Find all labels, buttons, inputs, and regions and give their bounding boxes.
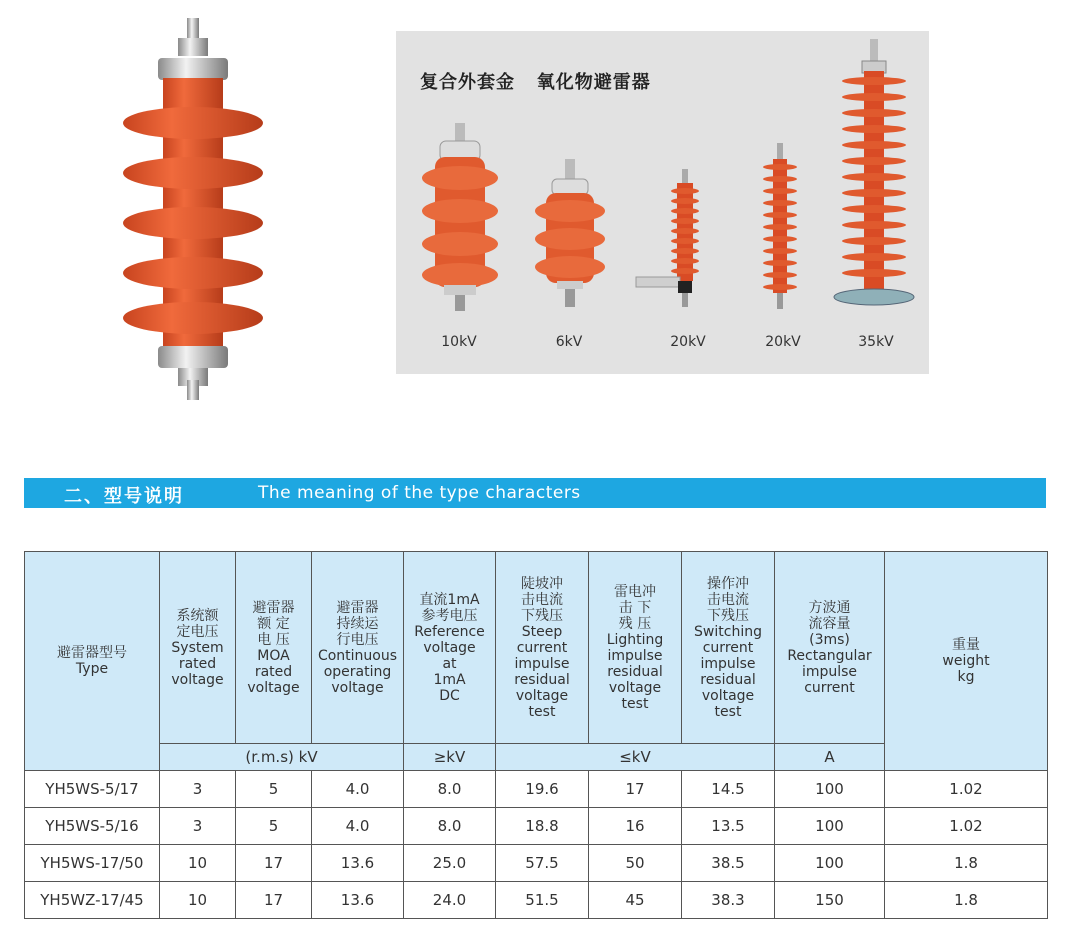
cell: 17: [589, 771, 682, 808]
cell: 8.0: [404, 808, 496, 845]
header-switching-residual: 操作冲 击电流 下残压 Switching current impulse residual voltage test: [682, 552, 775, 744]
cell: 4.0: [312, 771, 404, 808]
header-system-voltage: 系统额 定电压 System rated voltage: [160, 552, 236, 744]
cell: 10: [160, 845, 236, 882]
header-rectangular-current: 方波通 流容量 (3ms) Rectangular impulse current: [775, 552, 885, 744]
cell: 51.5: [496, 882, 589, 919]
cell: 5: [236, 808, 312, 845]
header-rated-voltage: 避雷器 额 定 电 压 MOA rated voltage: [236, 552, 312, 744]
product-panel: [396, 31, 929, 374]
cell: 18.8: [496, 808, 589, 845]
unit-cell: (r.m.s) kV: [160, 744, 404, 771]
cell: 38.3: [682, 882, 775, 919]
cell: 16: [589, 808, 682, 845]
cell: 17: [236, 882, 312, 919]
cell: YH5WS-5/17: [25, 771, 160, 808]
unit-cell: ≥kV: [404, 744, 496, 771]
cell: 5: [236, 771, 312, 808]
header-row: [25, 552, 1048, 744]
cell: 8.0: [404, 771, 496, 808]
cell: 100: [775, 808, 885, 845]
cell: 1.8: [885, 882, 1048, 919]
cell: 38.5: [682, 845, 775, 882]
cell: 24.0: [404, 882, 496, 919]
cell: 3: [160, 808, 236, 845]
cell: 3: [160, 771, 236, 808]
arrester-20kv-photo: [760, 143, 800, 309]
section-heading-bar: [24, 478, 1046, 508]
product-voltage-label: 20kV: [765, 334, 801, 350]
header-type: 避雷器型号 Type: [25, 552, 160, 771]
cell: 4.0: [312, 808, 404, 845]
cell: 1.02: [885, 808, 1048, 845]
arrester-20kv-bracket-photo: [632, 169, 712, 307]
header-weight: 重量 weight kg: [885, 552, 1048, 771]
header-reference-voltage: 直流1mA 参考电压 Reference voltage at 1mA DC: [404, 552, 496, 744]
cell: 150: [775, 882, 885, 919]
header-lighting-residual: 雷电冲 击 下 残 压 Lighting impulse residual voltage test: [589, 552, 682, 744]
cell: 17: [236, 845, 312, 882]
cell: 14.5: [682, 771, 775, 808]
table-row: [25, 808, 1048, 845]
cell: 100: [775, 771, 885, 808]
cell: 19.6: [496, 771, 589, 808]
cell: 57.5: [496, 845, 589, 882]
cell: 1.02: [885, 771, 1048, 808]
cell: 50: [589, 845, 682, 882]
cell: YH5WS-5/16: [25, 808, 160, 845]
product-voltage-label: 20kV: [670, 334, 706, 350]
header-steep-residual: 陡坡冲 击电流 下残压 Steep current impulse residual voltage test: [496, 552, 589, 744]
product-voltage-label: 35kV: [858, 334, 894, 350]
cell: 25.0: [404, 845, 496, 882]
panel-title: 复合外套金 氧化物避雷器: [420, 72, 651, 93]
section-title-cn: 二、型号说明: [64, 486, 184, 507]
product-voltage-label: 10kV: [441, 334, 477, 350]
table-row: [25, 882, 1048, 919]
cell: 13.5: [682, 808, 775, 845]
unit-cell: A: [775, 744, 885, 771]
unit-cell: ≤kV: [496, 744, 775, 771]
arrester-large-photo: [118, 18, 270, 402]
cell: 13.6: [312, 882, 404, 919]
product-voltage-label: 6kV: [555, 334, 583, 350]
header-continuous-voltage: 避雷器 持续运 行电压 Continuous operating voltage: [312, 552, 404, 744]
cell: 13.6: [312, 845, 404, 882]
arrester-35kv-photo: [832, 39, 916, 311]
cell: 1.8: [885, 845, 1048, 882]
table-row: [25, 771, 1048, 808]
arrester-10kv-photo: [420, 123, 500, 311]
cell: 45: [589, 882, 682, 919]
cell: YH5WS-17/50: [25, 845, 160, 882]
cell: 10: [160, 882, 236, 919]
cell: 100: [775, 845, 885, 882]
arrester-6kv-photo: [532, 159, 608, 309]
spec-table: [24, 551, 1048, 919]
cell: YH5WZ-17/45: [25, 882, 160, 919]
table-row: [25, 845, 1048, 882]
section-title-en: The meaning of the type characters: [258, 483, 581, 503]
